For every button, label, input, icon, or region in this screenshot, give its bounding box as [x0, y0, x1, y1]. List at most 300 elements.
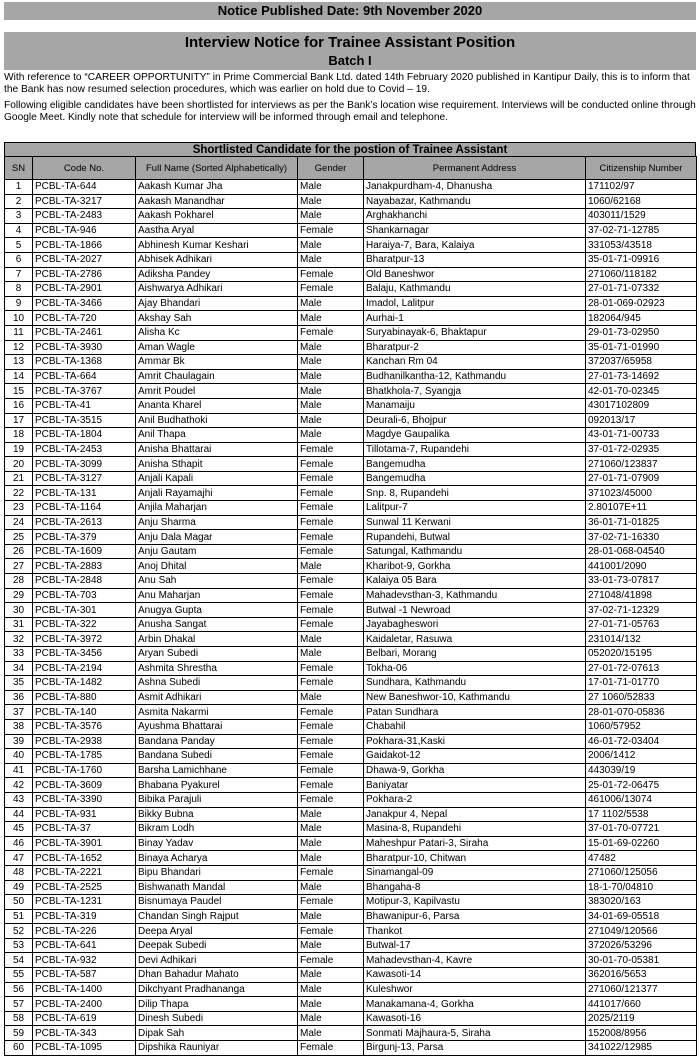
cell-code: PCBL-TA-2525 [33, 880, 136, 895]
shortlist-paragraph: Following eligible candidates have been shortlisted for interviews as per the Bank’s location wise requirement. Interviews will be conducted online through Google Meet. Kindly note that schedule for interview will be informed through email and telephone. [4, 100, 696, 123]
cell-sn: 16 [5, 398, 33, 413]
cell-code: PCBL-TA-664 [33, 369, 136, 384]
cell-citizenship: 383020/163 [586, 895, 697, 910]
cell-sn: 28 [5, 574, 33, 589]
cell-address: Pokhara-31,Kaski [364, 734, 586, 749]
cell-sn: 1 [5, 180, 33, 195]
cell-code: PCBL-TA-319 [33, 909, 136, 924]
cell-code: PCBL-TA-1482 [33, 676, 136, 691]
cell-citizenship: 27-01-73-14692 [586, 369, 697, 384]
cell-name: Alisha Kc [136, 325, 298, 340]
cell-code: PCBL-TA-1609 [33, 544, 136, 559]
cell-gender: Female [298, 734, 364, 749]
table-row [5, 267, 697, 282]
cell-code: PCBL-TA-644 [33, 180, 136, 195]
cell-code: PCBL-TA-2221 [33, 865, 136, 880]
cell-gender: Male [298, 822, 364, 837]
cell-name: Dilip Thapa [136, 997, 298, 1012]
cell-address: Rupandehi, Butwal [364, 530, 586, 545]
cell-citizenship: 331053/43518 [586, 238, 697, 253]
cell-citizenship: 37-02-71-12329 [586, 603, 697, 618]
table-row [5, 486, 697, 501]
cell-sn: 54 [5, 953, 33, 968]
cell-citizenship: 27-01-71-07909 [586, 471, 697, 486]
cell-name: Asmit Adhikari [136, 690, 298, 705]
table-row [5, 690, 697, 705]
cell-sn: 52 [5, 924, 33, 939]
cell-citizenship: 2.80107E+11 [586, 501, 697, 516]
cell-citizenship: 28-01-069-02923 [586, 296, 697, 311]
cell-name: Devi Adhikari [136, 953, 298, 968]
cell-address: Kuleshwor [364, 982, 586, 997]
table-row [5, 325, 697, 340]
cell-citizenship: 33-01-73-07817 [586, 574, 697, 589]
table-row [5, 909, 697, 924]
cell-sn: 42 [5, 778, 33, 793]
table-row [5, 895, 697, 910]
cell-address: Nayabazar, Kathmandu [364, 194, 586, 209]
cell-sn: 19 [5, 442, 33, 457]
header-name: Full Name (Sorted Alphabetically) [136, 157, 298, 180]
cell-name: Anusha Sangat [136, 617, 298, 632]
cell-sn: 18 [5, 428, 33, 443]
table-row [5, 223, 697, 238]
table-row [5, 647, 697, 662]
cell-address: Old Baneshwor [364, 267, 586, 282]
cell-code: PCBL-TA-1400 [33, 982, 136, 997]
table-row [5, 369, 697, 384]
cell-address: Aurhai-1 [364, 311, 586, 326]
table-row [5, 822, 697, 837]
cell-name: Aakash Pokharel [136, 209, 298, 224]
table-row [5, 252, 697, 267]
table-row [5, 588, 697, 603]
cell-citizenship: 271049/120566 [586, 924, 697, 939]
cell-name: Aakash Manandhar [136, 194, 298, 209]
table-row [5, 719, 697, 734]
cell-address: Bangemudha [364, 471, 586, 486]
table-row [5, 632, 697, 647]
cell-gender: Male [298, 909, 364, 924]
cell-name: Bisnumaya Paudel [136, 895, 298, 910]
table-row [5, 282, 697, 297]
cell-sn: 13 [5, 355, 33, 370]
table-row [5, 296, 697, 311]
cell-citizenship: 271060/118182 [586, 267, 697, 282]
cell-name: Ayushma Bhattarai [136, 719, 298, 734]
cell-gender: Male [298, 209, 364, 224]
cell-code: PCBL-TA-2027 [33, 252, 136, 267]
cell-code: PCBL-TA-2938 [33, 734, 136, 749]
cell-name: Dipshika Rauniyar [136, 1041, 298, 1056]
table-row [5, 938, 697, 953]
cell-citizenship: 341022/12985 [586, 1041, 697, 1056]
cell-address: Butwal -1 Newroad [364, 603, 586, 618]
cell-name: Aryan Subedi [136, 647, 298, 662]
cell-code: PCBL-TA-2461 [33, 325, 136, 340]
cell-gender: Male [298, 690, 364, 705]
cell-sn: 44 [5, 807, 33, 822]
cell-name: Binaya Acharya [136, 851, 298, 866]
cell-name: Bikky Bubna [136, 807, 298, 822]
cell-code: PCBL-TA-946 [33, 223, 136, 238]
cell-citizenship: 28-01-070-05836 [586, 705, 697, 720]
cell-code: PCBL-TA-3930 [33, 340, 136, 355]
cell-code: PCBL-TA-322 [33, 617, 136, 632]
cell-name: Aman Wagle [136, 340, 298, 355]
cell-gender: Male [298, 355, 364, 370]
cell-code: PCBL-TA-3390 [33, 792, 136, 807]
table-row [5, 1011, 697, 1026]
cell-gender: Female [298, 895, 364, 910]
cell-code: PCBL-TA-2786 [33, 267, 136, 282]
cell-address: Imadol, Lalitpur [364, 296, 586, 311]
table-row [5, 428, 697, 443]
cell-sn: 56 [5, 982, 33, 997]
cell-code: PCBL-TA-301 [33, 603, 136, 618]
cell-sn: 26 [5, 544, 33, 559]
cell-gender: Female [298, 325, 364, 340]
cell-name: Anu Maharjan [136, 588, 298, 603]
cell-gender: Male [298, 647, 364, 662]
cell-address: Janakpurdham-4, Dhanusha [364, 180, 586, 195]
table-row [5, 501, 697, 516]
table-row [5, 457, 697, 472]
cell-address: Mahadevsthan-3, Kathmandu [364, 588, 586, 603]
cell-code: PCBL-TA-3099 [33, 457, 136, 472]
cell-address: Bharatpur-10, Chitwan [364, 851, 586, 866]
cell-gender: Female [298, 544, 364, 559]
cell-sn: 9 [5, 296, 33, 311]
cell-citizenship: 092013/17 [586, 413, 697, 428]
cell-name: Aastha Aryal [136, 223, 298, 238]
cell-sn: 43 [5, 792, 33, 807]
cell-name: Anjali Rayamajhi [136, 486, 298, 501]
cell-gender: Female [298, 530, 364, 545]
table-row [5, 792, 697, 807]
cell-code: PCBL-TA-3609 [33, 778, 136, 793]
cell-name: Asmita Nakarmi [136, 705, 298, 720]
cell-name: Anil Budhathoki [136, 413, 298, 428]
table-row [5, 705, 697, 720]
cell-sn: 39 [5, 734, 33, 749]
cell-name: Bibika Parajuli [136, 792, 298, 807]
cell-citizenship: 271060/123837 [586, 457, 697, 472]
table-row [5, 982, 697, 997]
cell-name: Dikchyant Pradhananga [136, 982, 298, 997]
candidate-table-wrapper [4, 142, 696, 1056]
cell-address: Butwal-17 [364, 938, 586, 953]
table-row [5, 384, 697, 399]
cell-citizenship: 362016/5653 [586, 968, 697, 983]
cell-citizenship: 182064/945 [586, 311, 697, 326]
cell-address: Thankot [364, 924, 586, 939]
cell-address: Birgunj-13, Parsa [364, 1041, 586, 1056]
cell-citizenship: 30-01-70-05381 [586, 953, 697, 968]
cell-address: Shankarnagar [364, 223, 586, 238]
cell-citizenship: 35-01-71-01990 [586, 340, 697, 355]
cell-sn: 45 [5, 822, 33, 837]
cell-address: Manamaiju [364, 398, 586, 413]
cell-sn: 20 [5, 457, 33, 472]
cell-name: Amrit Chaulagain [136, 369, 298, 384]
cell-gender: Female [298, 953, 364, 968]
cell-name: Ashmita Shrestha [136, 661, 298, 676]
cell-code: PCBL-TA-37 [33, 822, 136, 837]
cell-citizenship: 461006/13074 [586, 792, 697, 807]
cell-name: Anjila Maharjan [136, 501, 298, 516]
cell-sn: 7 [5, 267, 33, 282]
cell-citizenship: 372037/65958 [586, 355, 697, 370]
cell-address: Gaidakot-12 [364, 749, 586, 764]
cell-address: Bhangaha-8 [364, 880, 586, 895]
cell-code: PCBL-TA-2901 [33, 282, 136, 297]
cell-citizenship: 29-01-73-02950 [586, 325, 697, 340]
cell-name: Bikram Lodh [136, 822, 298, 837]
cell-gender: Female [298, 763, 364, 778]
cell-gender: Male [298, 296, 364, 311]
table-row [5, 997, 697, 1012]
table-row [5, 238, 697, 253]
cell-address: Kaidaletar, Rasuwa [364, 632, 586, 647]
cell-sn: 6 [5, 252, 33, 267]
cell-name: Ammar Bk [136, 355, 298, 370]
cell-address: Kalaiya 05 Bara [364, 574, 586, 589]
cell-gender: Male [298, 982, 364, 997]
cell-sn: 31 [5, 617, 33, 632]
cell-gender: Female [298, 661, 364, 676]
cell-address: Chabahil [364, 719, 586, 734]
table-row [5, 180, 697, 195]
cell-sn: 21 [5, 471, 33, 486]
cell-sn: 34 [5, 661, 33, 676]
cell-address: Patan Sundhara [364, 705, 586, 720]
cell-address: Budhanilkantha-12, Kathmandu [364, 369, 586, 384]
table-body [5, 180, 697, 1056]
cell-gender: Female [298, 282, 364, 297]
cell-address: Manakamana-4, Gorkha [364, 997, 586, 1012]
cell-name: Aakash Kumar Jha [136, 180, 298, 195]
cell-gender: Female [298, 574, 364, 589]
cell-citizenship: 37-01-72-02935 [586, 442, 697, 457]
cell-sn: 27 [5, 559, 33, 574]
table-row [5, 851, 697, 866]
cell-name: Dinesh Subedi [136, 1011, 298, 1026]
cell-code: PCBL-TA-587 [33, 968, 136, 983]
cell-sn: 55 [5, 968, 33, 983]
cell-citizenship: 25-01-72-06475 [586, 778, 697, 793]
cell-gender: Male [298, 851, 364, 866]
table-row [5, 778, 697, 793]
cell-address: Snp. 8, Rupandehi [364, 486, 586, 501]
table-header-row [5, 157, 697, 180]
cell-address: Masina-8, Rupandehi [364, 822, 586, 837]
cell-address: Tokha-06 [364, 661, 586, 676]
cell-name: Adiksha Pandey [136, 267, 298, 282]
table-row [5, 676, 697, 691]
table-row [5, 603, 697, 618]
cell-citizenship: 2006/1412 [586, 749, 697, 764]
table-row [5, 340, 697, 355]
cell-citizenship: 2025/2119 [586, 1011, 697, 1026]
cell-citizenship: 43017102809 [586, 398, 697, 413]
table-row [5, 471, 697, 486]
table-row [5, 559, 697, 574]
cell-sn: 8 [5, 282, 33, 297]
cell-gender: Female [298, 515, 364, 530]
cell-address: Bhawanipur-6, Parsa [364, 909, 586, 924]
table-row [5, 515, 697, 530]
cell-gender: Male [298, 340, 364, 355]
cell-name: Deepa Aryal [136, 924, 298, 939]
cell-citizenship: 17 1102/5538 [586, 807, 697, 822]
cell-address: Satungal, Kathmandu [364, 544, 586, 559]
cell-name: Aishwarya Adhikari [136, 282, 298, 297]
cell-code: PCBL-TA-3127 [33, 471, 136, 486]
cell-gender: Female [298, 471, 364, 486]
cell-citizenship: 403011/1529 [586, 209, 697, 224]
cell-sn: 14 [5, 369, 33, 384]
cell-sn: 25 [5, 530, 33, 545]
cell-sn: 38 [5, 719, 33, 734]
cell-citizenship: 36-01-71-01825 [586, 515, 697, 530]
cell-name: Anu Sah [136, 574, 298, 589]
cell-citizenship: 271060/125056 [586, 865, 697, 880]
table-row [5, 807, 697, 822]
cell-gender: Female [298, 603, 364, 618]
cell-name: Arbin Dhakal [136, 632, 298, 647]
cell-gender: Male [298, 880, 364, 895]
cell-sn: 51 [5, 909, 33, 924]
cell-code: PCBL-TA-3466 [33, 296, 136, 311]
cell-name: Anisha Sthapit [136, 457, 298, 472]
cell-gender: Female [298, 778, 364, 793]
cell-citizenship: 37-01-70-07721 [586, 822, 697, 837]
cell-gender: Female [298, 267, 364, 282]
cell-code: PCBL-TA-2483 [33, 209, 136, 224]
cell-citizenship: 1060/57952 [586, 719, 697, 734]
cell-code: PCBL-TA-1095 [33, 1041, 136, 1056]
cell-citizenship: 28-01-068-04540 [586, 544, 697, 559]
cell-sn: 48 [5, 865, 33, 880]
cell-gender: Male [298, 311, 364, 326]
table-row [5, 442, 697, 457]
cell-code: PCBL-TA-140 [33, 705, 136, 720]
cell-address: Arghakhanchi [364, 209, 586, 224]
cell-sn: 2 [5, 194, 33, 209]
cell-address: Jayabagheswori [364, 617, 586, 632]
cell-gender: Male [298, 997, 364, 1012]
cell-code: PCBL-TA-1760 [33, 763, 136, 778]
cell-code: PCBL-TA-880 [33, 690, 136, 705]
cell-name: Bandana Subedi [136, 749, 298, 764]
table-row [5, 880, 697, 895]
cell-sn: 3 [5, 209, 33, 224]
cell-code: PCBL-TA-2883 [33, 559, 136, 574]
cell-gender: Female [298, 442, 364, 457]
cell-name: Amrit Poudel [136, 384, 298, 399]
cell-address: Sunwal 11 Kerwani [364, 515, 586, 530]
batch-label: Batch I [328, 53, 372, 68]
cell-code: PCBL-TA-1368 [33, 355, 136, 370]
cell-citizenship: 271060/121377 [586, 982, 697, 997]
cell-code: PCBL-TA-619 [33, 1011, 136, 1026]
cell-name: Bhabana Pyakurel [136, 778, 298, 793]
cell-citizenship: 37-02-71-16330 [586, 530, 697, 545]
cell-name: Anisha Bhattarai [136, 442, 298, 457]
cell-citizenship: 42-01-70-02345 [586, 384, 697, 399]
cell-code: PCBL-TA-641 [33, 938, 136, 953]
cell-sn: 58 [5, 1011, 33, 1026]
cell-sn: 15 [5, 384, 33, 399]
cell-sn: 33 [5, 647, 33, 662]
cell-sn: 23 [5, 501, 33, 516]
published-date: Notice Published Date: 9th November 2020 [4, 2, 696, 20]
cell-gender: Male [298, 180, 364, 195]
cell-gender: Female [298, 865, 364, 880]
cell-citizenship: 052020/15195 [586, 647, 697, 662]
cell-sn: 59 [5, 1026, 33, 1041]
cell-gender: Female [298, 501, 364, 516]
cell-code: PCBL-TA-3456 [33, 647, 136, 662]
cell-code: PCBL-TA-2194 [33, 661, 136, 676]
table-row [5, 355, 697, 370]
cell-code: PCBL-TA-2400 [33, 997, 136, 1012]
cell-address: Magdye Gaupalika [364, 428, 586, 443]
cell-citizenship: 47482 [586, 851, 697, 866]
cell-sn: 5 [5, 238, 33, 253]
cell-code: PCBL-TA-703 [33, 588, 136, 603]
cell-gender: Male [298, 238, 364, 253]
cell-name: Bipu Bhandari [136, 865, 298, 880]
table-row [5, 734, 697, 749]
table-row [5, 865, 697, 880]
cell-citizenship: 35-01-71-09916 [586, 252, 697, 267]
cell-address: Sonmati Majhaura-5, Siraha [364, 1026, 586, 1041]
header-address: Permanent Address [364, 157, 586, 180]
cell-gender: Female [298, 705, 364, 720]
cell-citizenship: 152008/8956 [586, 1026, 697, 1041]
cell-code: PCBL-TA-932 [33, 953, 136, 968]
cell-name: Anjali Kapali [136, 471, 298, 486]
table-row [5, 398, 697, 413]
cell-sn: 17 [5, 413, 33, 428]
cell-code: PCBL-TA-1804 [33, 428, 136, 443]
cell-gender: Male [298, 369, 364, 384]
cell-code: PCBL-TA-3217 [33, 194, 136, 209]
cell-sn: 4 [5, 223, 33, 238]
cell-address: Haraiya-7, Bara, Kalaiya [364, 238, 586, 253]
table-row [5, 763, 697, 778]
cell-sn: 32 [5, 632, 33, 647]
cell-sn: 41 [5, 763, 33, 778]
table-row [5, 968, 697, 983]
cell-name: Barsha Lamichhane [136, 763, 298, 778]
header-citizenship: Citizenship Number [586, 157, 697, 180]
cell-address: Kawasoti-16 [364, 1011, 586, 1026]
cell-sn: 46 [5, 836, 33, 851]
cell-address: Motipur-3, Kapilvastu [364, 895, 586, 910]
cell-code: PCBL-TA-2453 [33, 442, 136, 457]
cell-gender: Male [298, 559, 364, 574]
cell-name: Binay Yadav [136, 836, 298, 851]
cell-address: Tillotama-7, Rupandehi [364, 442, 586, 457]
cell-sn: 12 [5, 340, 33, 355]
cell-name: Akshay Sah [136, 311, 298, 326]
cell-citizenship: 37-02-71-12785 [586, 223, 697, 238]
notice-title: Interview Notice for Trainee Assistant Position [184, 34, 516, 51]
cell-sn: 60 [5, 1041, 33, 1056]
